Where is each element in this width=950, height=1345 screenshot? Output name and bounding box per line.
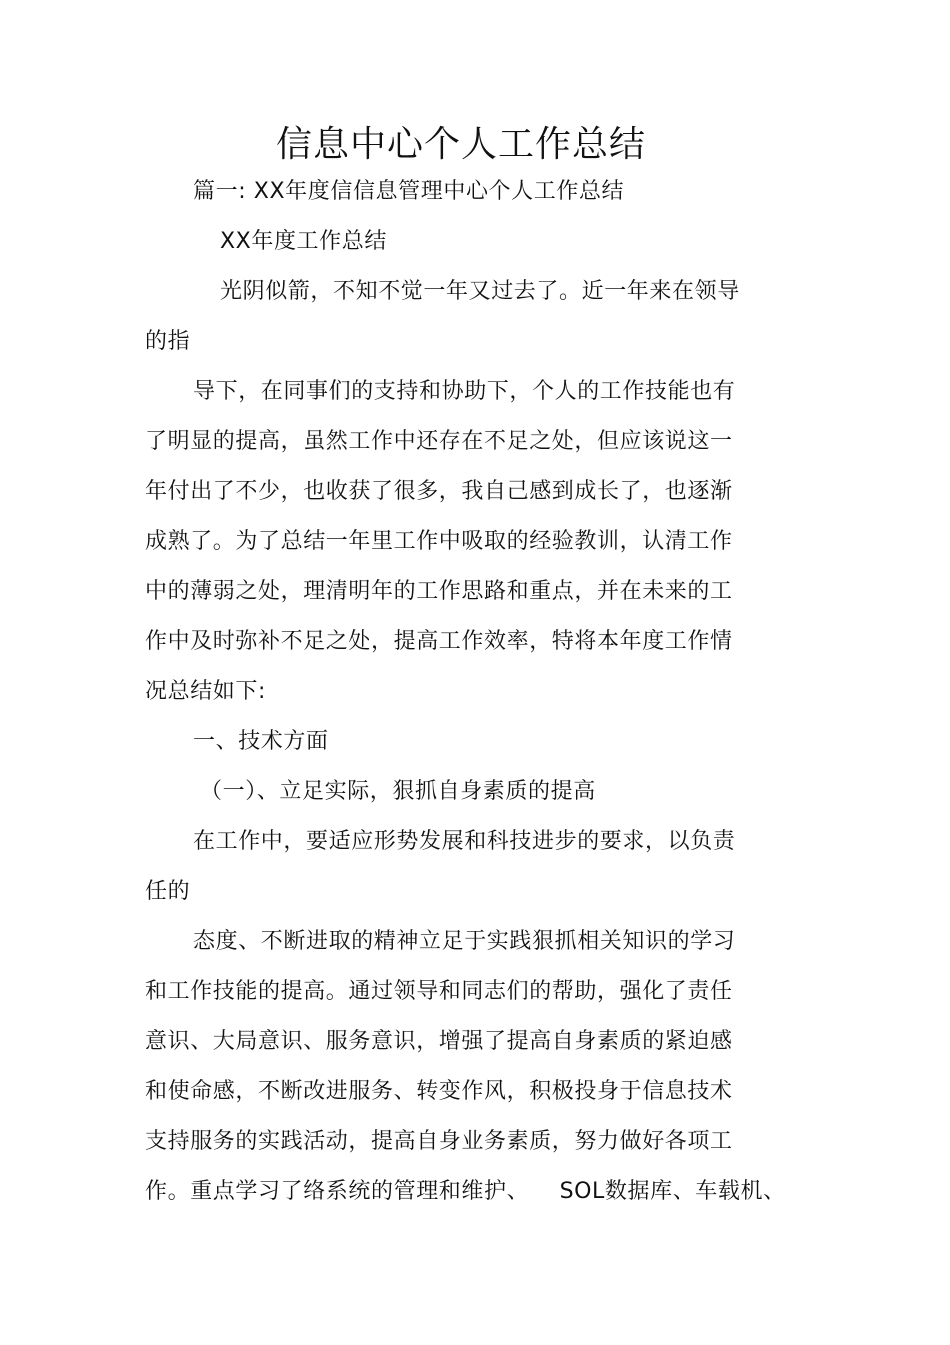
body-line: 意识、大局意识、服务意识，增强了提高自身素质的紧迫感 <box>145 1029 733 1054</box>
body-line: 成熟了。为了总结一年里工作中吸取的经验教训，认清工作 <box>145 529 733 554</box>
body-line: 导下，在同事们的支持和协助下，个人的工作技能也有 <box>193 379 736 404</box>
body-line: 和使命感，不断改进服务、转变作风，积极投身于信息技术 <box>145 1079 733 1104</box>
subsection-heading: （一）、立足实际，狠抓自身素质的提高 <box>200 779 596 804</box>
body-line: 和工作技能的提高。通过领导和同志们的帮助，强化了责任 <box>145 979 733 1004</box>
document-title: 信息中心个人工作总结 <box>275 124 646 165</box>
body-line: 任的 <box>145 879 191 904</box>
body-line: 作。重点学习了络系统的管理和维护、 SOL数据库、车载机、 <box>145 1179 786 1204</box>
body-line: 的指 <box>145 329 191 354</box>
body-line: 态度、不断进取的精神立足于实践狠抓相关知识的学习 <box>193 929 736 954</box>
body-line: 在工作中，要适应形势发展和科技进步的要求，以负责 <box>193 829 736 854</box>
body-line: 了明显的提高，虽然工作中还存在不足之处，但应该说这一 <box>145 429 733 454</box>
year-heading: XX年度工作总结 <box>220 229 387 254</box>
body-line: 作中及时弥补不足之处，提高工作效率，特将本年度工作情 <box>145 629 733 654</box>
body-line: 年付出了不少，也收获了很多，我自己感到成长了，也逐渐 <box>145 479 733 504</box>
section-heading: 一、技术方面 <box>193 729 329 754</box>
body-line: 中的薄弱之处，理清明年的工作思路和重点，并在未来的工 <box>145 579 733 604</box>
body-line: 况总结如下: <box>145 679 267 704</box>
document-subtitle: 篇一: XX年度信信息管理中心个人工作总结 <box>193 179 625 204</box>
body-line: 光阴似箭，不知不觉一年又过去了。近一年来在领导 <box>220 279 740 304</box>
body-line: 支持服务的实践活动，提高自身业务素质，努力做好各项工 <box>145 1129 733 1154</box>
